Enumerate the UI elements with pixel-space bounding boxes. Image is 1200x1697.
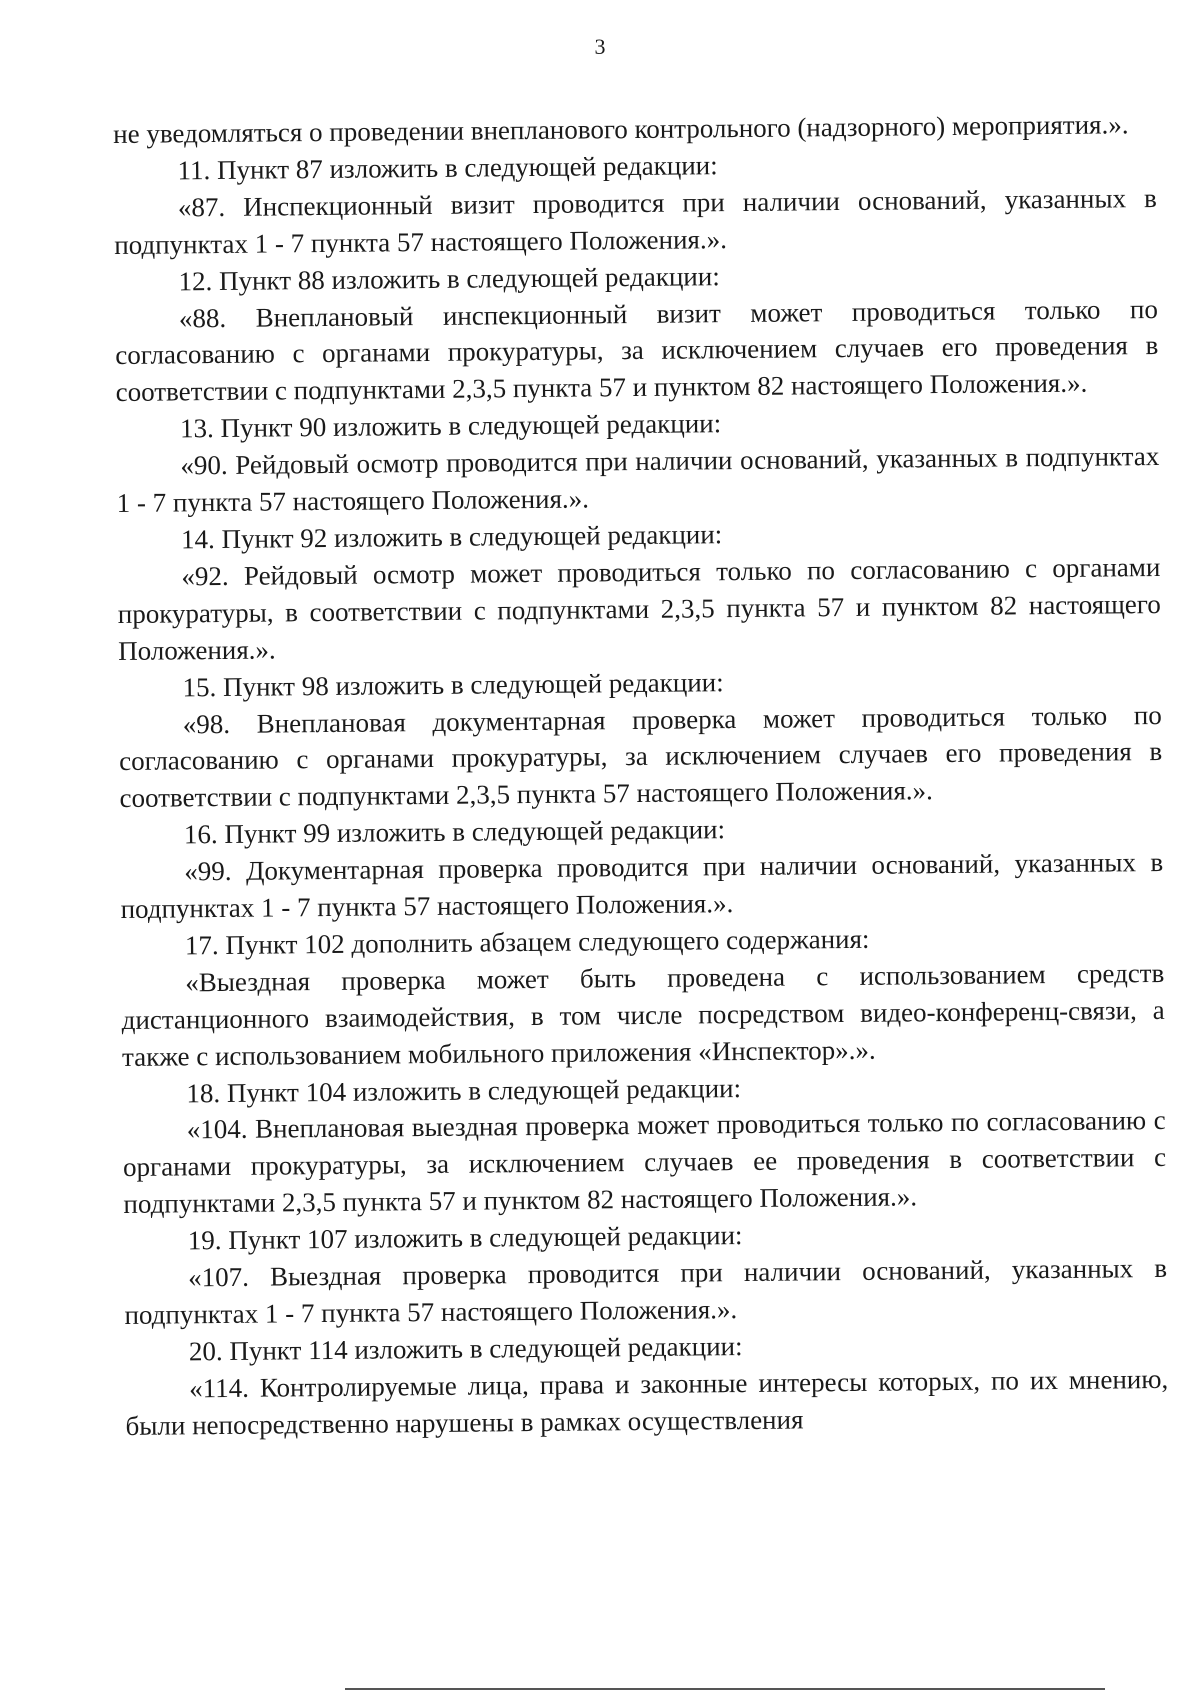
amendment-text: «Выездная проверка может быть проведена с использованием средств дистанционного взаимодействия, в том числе посредством видео-конференц-связи, а также с использованием мобильного приложения «Инспектор».».: [121, 957, 1165, 1072]
amendment-heading: 17. Пункт 102 дополнить абзацем следующего содержания:: [184, 923, 870, 961]
amendment-text: «107. Выездная проверка проводится при наличии оснований, указанных в подпунктах 1 - 7 пункта 57 настоящего Положения.».: [124, 1253, 1168, 1330]
amendment-heading: 11. Пункт 87 изложить в следующей редакции:: [177, 150, 718, 186]
amendment-heading: 14. Пункт 92 изложить в следующей редакции:: [180, 519, 723, 555]
amendment-text: «87. Инспекционный визит проводится при наличии оснований, указанных в подпунктах 1 - 7 пункта 57 настоящего Положения.».: [114, 182, 1157, 260]
amendment-heading: 20. Пункт 114 изложить в следующей редакции:: [188, 1330, 743, 1367]
amendment-text: «99. Документарная проверка проводится при наличии оснований, указанных в подпунктах 1 - 7 пункта 57 настоящего Положения.».: [120, 847, 1164, 924]
amendment-text: «98. Внеплановая документарная проверка может проводиться только по согласованию с органами прокуратуры, за исключением случаев его проведения в соответствии с подпунктами 2,3,5 пункта 57 настоящего Положения.».: [119, 699, 1163, 814]
amendment-text: «88. Внеплановый инспекционный визит может проводиться только по согласованию с органами прокуратуры, за исключением случаев его проведения в соответствии с подпунктами 2,3,5 пункта 57 и пунктом 82 настоящего Положения.».: [115, 293, 1159, 408]
document-body: [113, 106, 1169, 1445]
amendment-text: «90. Рейдовый осмотр проводится при наличии оснований, указанных в подпунктах 1 - 7 пункта 57 настоящего Положения.».: [116, 441, 1160, 519]
amendment-heading: 12. Пункт 88 изложить в следующей редакции:: [178, 260, 720, 297]
amendment-heading: 15. Пункт 98 изложить в следующей редакции:: [182, 666, 724, 702]
paragraph: не уведомляться о проведении внепланового контрольного (надзорного) мероприятия.».: [113, 109, 1129, 149]
page-number: 3: [594, 34, 606, 59]
amendment-text: «104. Внеплановая выездная проверка может проводиться только по согласованию с органами прокуратуры, за исключением случаев ее проведения в соответствии с подпунктами 2,3,5 пункта 57 и пунктом 82 настоящего Положения.».: [122, 1105, 1167, 1220]
amendment-text: «92. Рейдовый осмотр может проводиться только по согласованию с органами прокуратуры, в соответствии с подпунктами 2,3,5 пункта 57 и пунктом 82 настоящего Положения.».: [117, 551, 1161, 666]
amendment-heading: 16. Пункт 99 изложить в следующей редакции:: [183, 814, 726, 850]
amendment-text: «114. Контролируемые лица, права и законные интересы которых, по их мнению, были непосредственно нарушены в рамках осуществления: [125, 1363, 1169, 1441]
amendment-heading: 13. Пункт 90 изложить в следующей редакции:: [179, 408, 722, 444]
footer-rule: [345, 1688, 1105, 1690]
amendment-heading: 19. Пункт 107 изложить в следующей редакции:: [187, 1220, 743, 1256]
amendment-heading: 18. Пункт 104 изложить в следующей редакции:: [186, 1072, 742, 1108]
